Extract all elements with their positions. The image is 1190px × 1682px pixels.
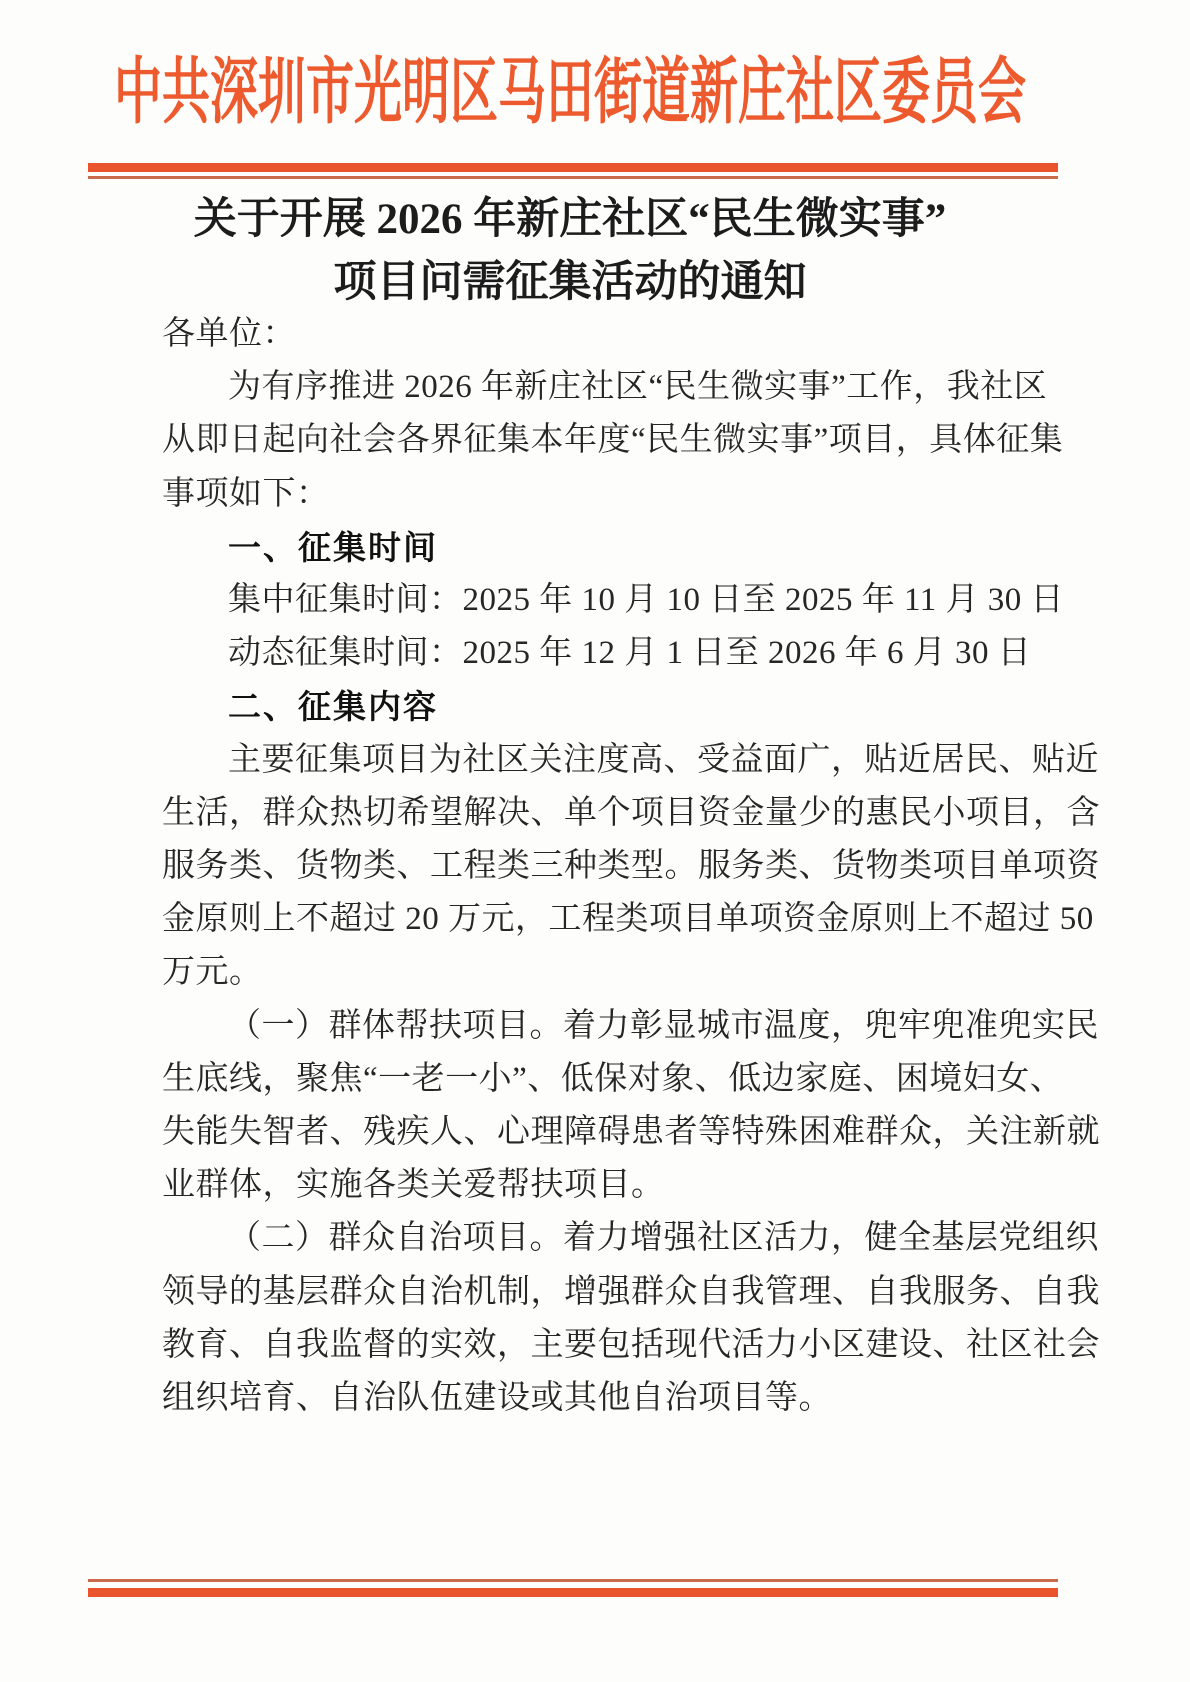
body-line: 失能失智者、残疾人、心理障碍患者等特殊困难群众，关注新就 [162, 1114, 1100, 1151]
document-body [162, 308, 1100, 1425]
footer-rule-thin [88, 1579, 1058, 1582]
body-line: 组织培育、自治队伍建设或其他自治项目等。 [162, 1380, 832, 1417]
section-heading-2: 二、征集内容 [228, 688, 438, 726]
body-line: 生活，群众热切希望解决、单个项目资金量少的惠民小项目，含 [162, 794, 1100, 831]
body-line: 从即日起向社会各界征集本年度“民生微实事”项目，具体征集 [162, 422, 1064, 459]
body-line: 事项如下： [162, 475, 330, 512]
body-line: 集中征集时间：2025 年 10 月 10 日至 2025 年 11 月 30 日 [228, 582, 1065, 619]
body-line: （二）群众自治项目。着力增强社区活力，健全基层党组织 [228, 1220, 1099, 1257]
salutation: 各单位： [162, 316, 296, 352]
body-line: 万元。 [162, 954, 263, 991]
body-line: 服务类、货物类、工程类三种类型。服务类、货物类项目单项资 [162, 848, 1100, 885]
section-heading-1: 一、征集时间 [228, 528, 438, 566]
body-line: 动态征集时间：2025 年 12 月 1 日至 2026 年 6 月 30 日 [228, 635, 1032, 672]
issuer-name: 中共深圳市光明区马田街道新庄社区委员会 [113, 53, 1026, 133]
body-line: 教育、自我监督的实效，主要包括现代活力小区建设、社区社会 [162, 1326, 1100, 1363]
body-line: 主要征集项目为社区关注度高、受益面广，贴近居民、贴近 [228, 741, 1099, 778]
body-line: 金原则上不超过 20 万元，工程类项目单项资金原则上不超过 50 [162, 901, 1094, 938]
body-line: 领导的基层群众自治机制，增强群众自我管理、自我服务、自我 [162, 1273, 1100, 1310]
header-rule-thick [88, 163, 1058, 172]
footer-rule-thick [88, 1588, 1058, 1597]
body-line: 生底线，聚焦“一老一小”、低保对象、低边家庭、困境妇女、 [162, 1060, 1064, 1097]
header-rule-thin [88, 176, 1058, 179]
body-line: 为有序推进 2026 年新庄社区“民生微实事”工作，我社区 [228, 369, 1048, 406]
body-line: （一）群体帮扶项目。着力彰显城市温度，兜牢兜准兜实民 [228, 1007, 1099, 1044]
body-line: 业群体，实施各类关爱帮扶项目。 [162, 1167, 665, 1204]
document-title-line1: 关于开展 2026 年新庄社区“民生微实事” [193, 196, 947, 243]
document-title-line2: 项目问需征集活动的通知 [333, 259, 807, 306]
